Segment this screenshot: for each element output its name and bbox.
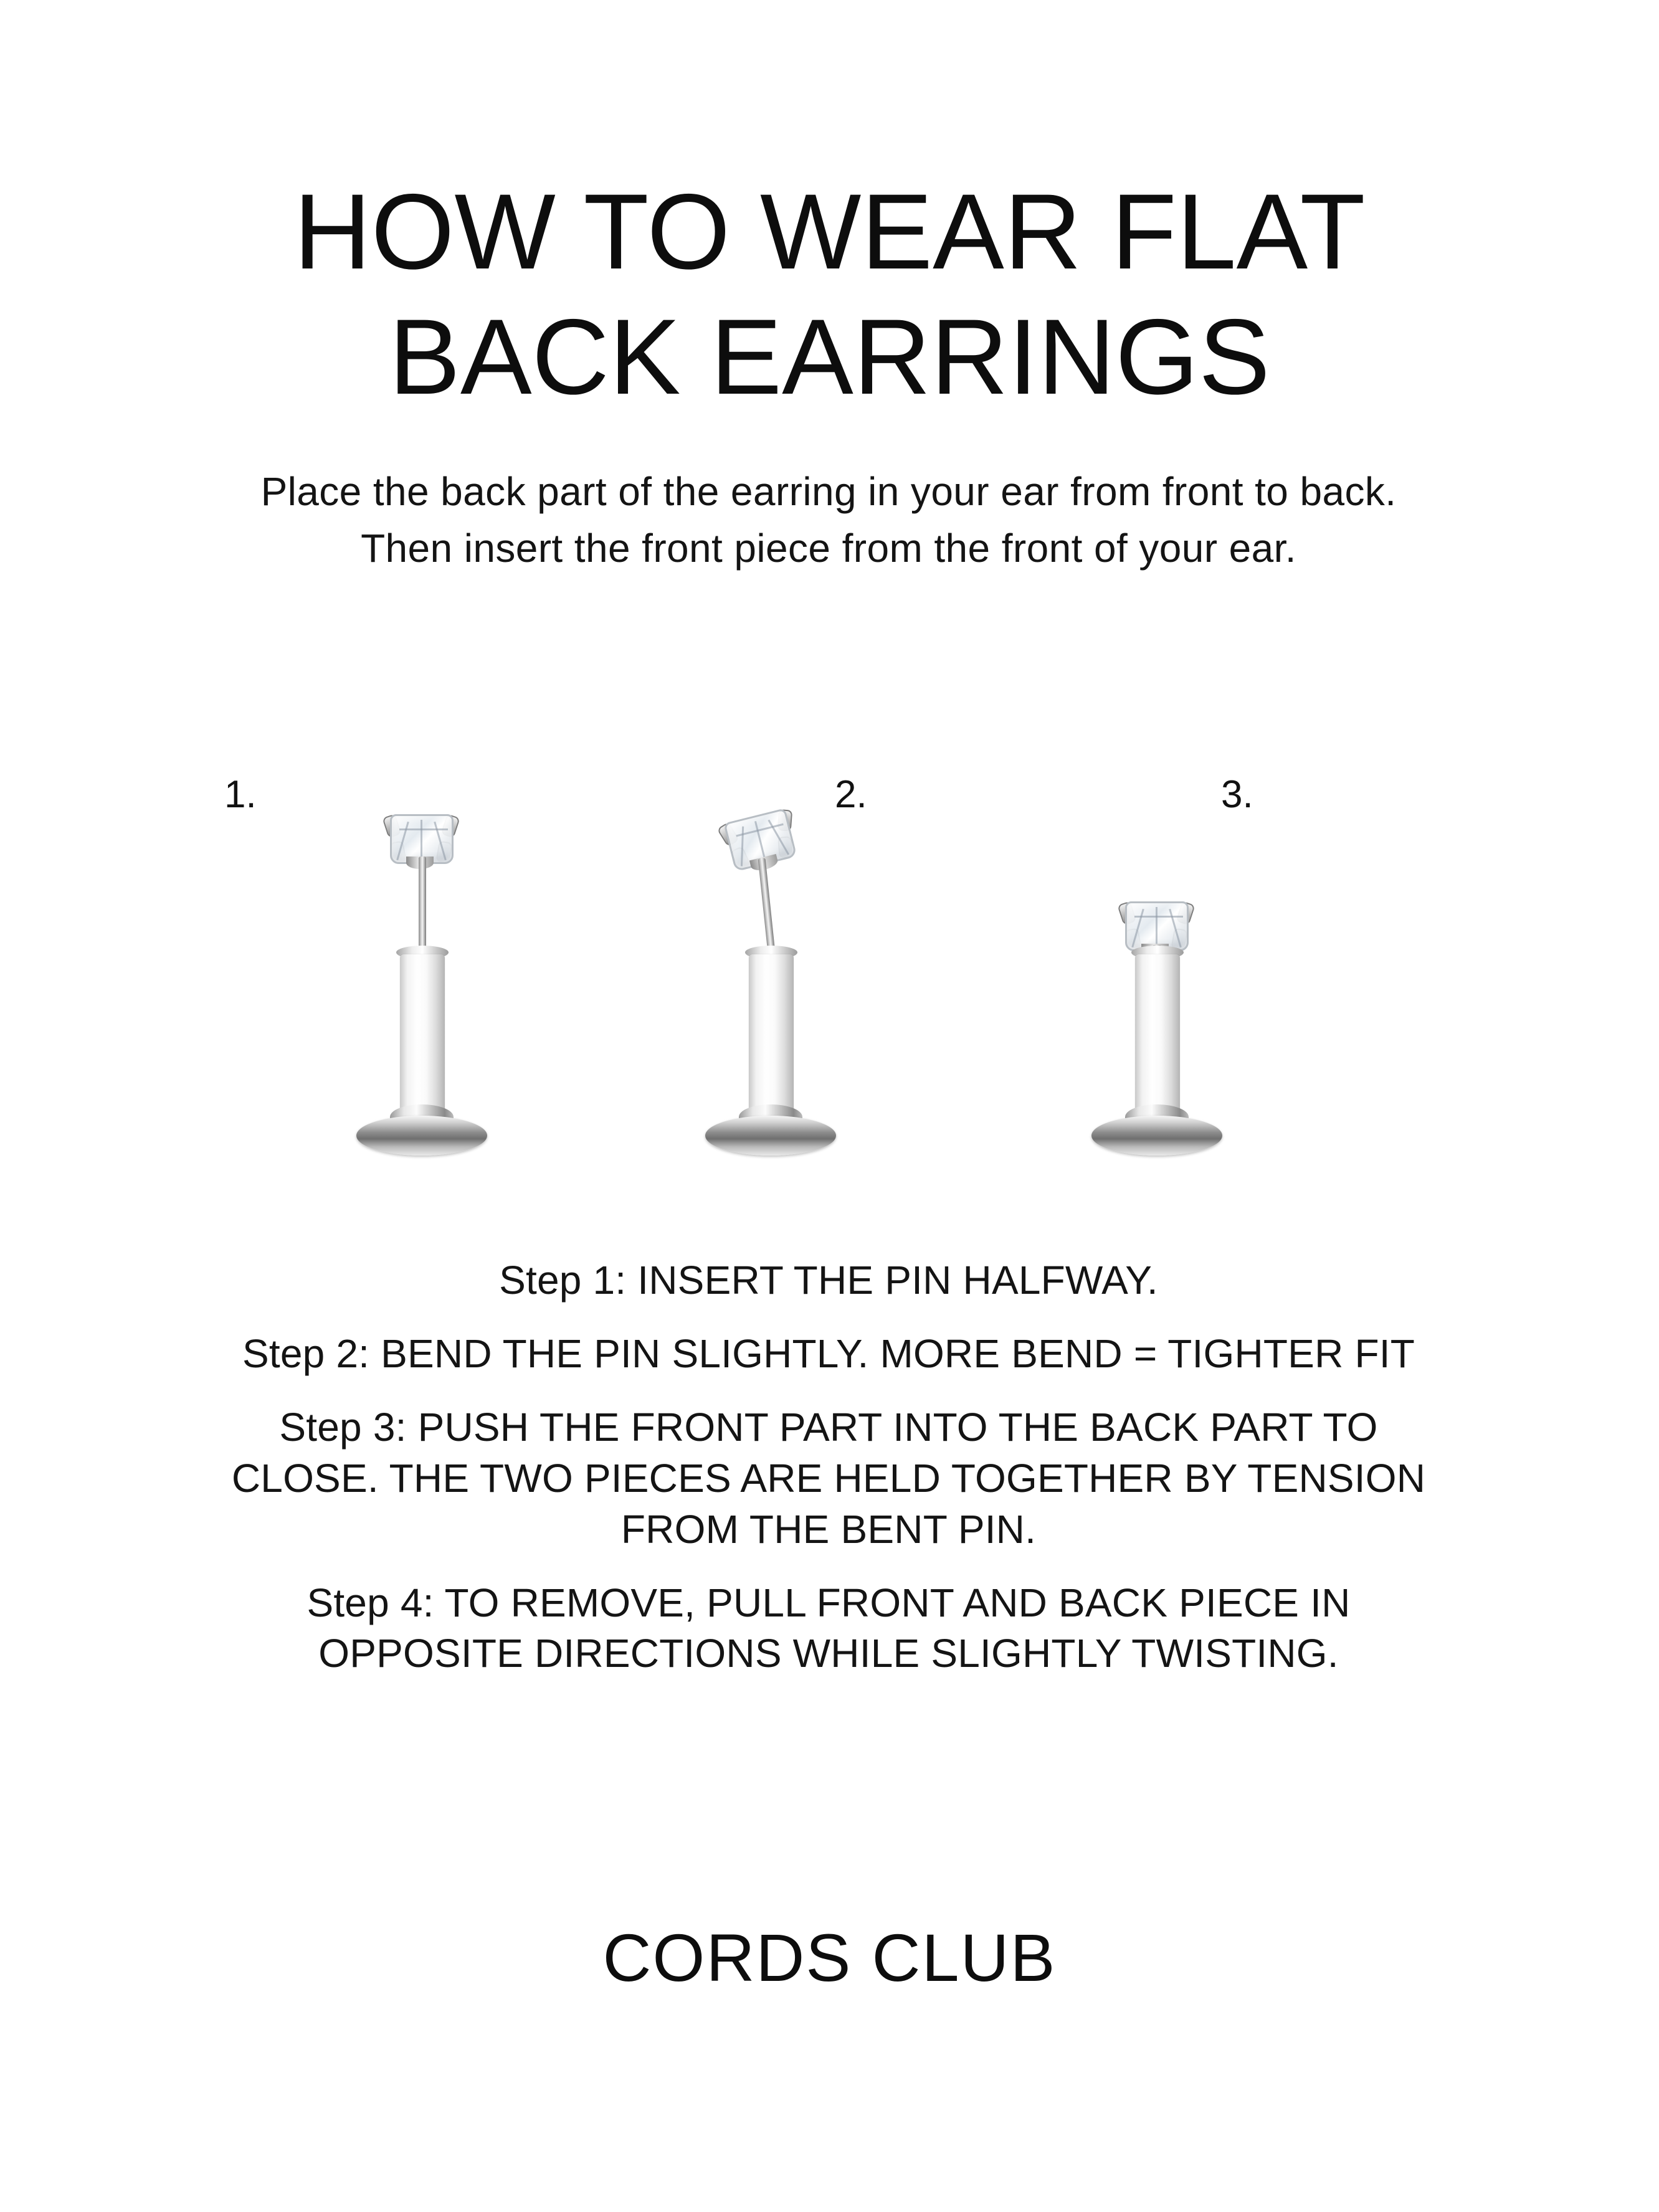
figure-number-1: 1. (224, 773, 257, 816)
gem-facet-icon (741, 827, 744, 866)
gem-facet-icon (434, 822, 447, 860)
gem-facet-icon (1131, 909, 1144, 947)
step-label-1: Step 1: (499, 1258, 627, 1303)
step-label-4: Step 4: (307, 1580, 434, 1625)
gem-facet-icon (1156, 907, 1157, 949)
step-label-2: Step 2: (242, 1331, 370, 1376)
bent-pin-icon (758, 858, 775, 950)
page-title-line-1: HOW TO WEAR FLAT (293, 172, 1366, 292)
barrel-post-icon (400, 954, 445, 1113)
steps-list (206, 1255, 1452, 1702)
step-item-1 (206, 1255, 1452, 1306)
gem-facet-icon (399, 828, 448, 830)
figure-step-1 (224, 738, 542, 1174)
figure-step-3 (1015, 738, 1277, 1174)
pin-icon (419, 857, 426, 950)
intro-paragraph: Place the back part of the earring in your ear from front to back. Then insert the front piece from the front of your ear. (260, 469, 1397, 571)
figure-number-2: 2. (835, 773, 867, 816)
step-item-3 (206, 1402, 1452, 1555)
flat-back-disc-icon (1091, 1116, 1222, 1156)
earring-illustration-1 (330, 738, 492, 1162)
page-title (0, 169, 1659, 420)
step-item-2 (206, 1329, 1452, 1380)
figure-row (224, 738, 1402, 1174)
step-text-4: TO REMOVE, PULL FRONT AND BACK PIECE IN OPPOSITE DIRECTIONS WHILE SLIGHTLY TWISTING. (318, 1580, 1351, 1676)
figure-number-3: 3. (1221, 773, 1253, 816)
page-title-line-2: BACK EARRINGS (389, 297, 1270, 417)
gem-facet-icon (1169, 909, 1182, 947)
gem-facet-icon (396, 822, 409, 860)
step-item-4 (206, 1578, 1452, 1680)
flat-back-disc-icon (356, 1116, 487, 1156)
barrel-post-icon (1135, 954, 1180, 1113)
gem-facet-icon (1134, 916, 1183, 918)
step-label-3: Step 3: (279, 1404, 407, 1450)
earring-illustration-3 (1065, 738, 1227, 1162)
step-text-3: PUSH THE FRONT PART INTO THE BACK PART TO CLOSE. THE TWO PIECES ARE HELD TOGETHER BY TENSION FROM THE BENT PIN. (231, 1404, 1426, 1552)
brand-name: CORDS CLUB (602, 1920, 1057, 1995)
gem-facet-icon (421, 820, 422, 862)
flat-back-disc-icon (705, 1116, 836, 1156)
step-text-1: INSERT THE PIN HALFWAY. (637, 1258, 1158, 1303)
barrel-post-icon (749, 954, 794, 1113)
figure-step-2 (629, 738, 891, 1174)
step-text-2: BEND THE PIN SLIGHTLY. MORE BEND = TIGHTER FIT (381, 1331, 1415, 1376)
earring-illustration-2 (679, 738, 841, 1162)
